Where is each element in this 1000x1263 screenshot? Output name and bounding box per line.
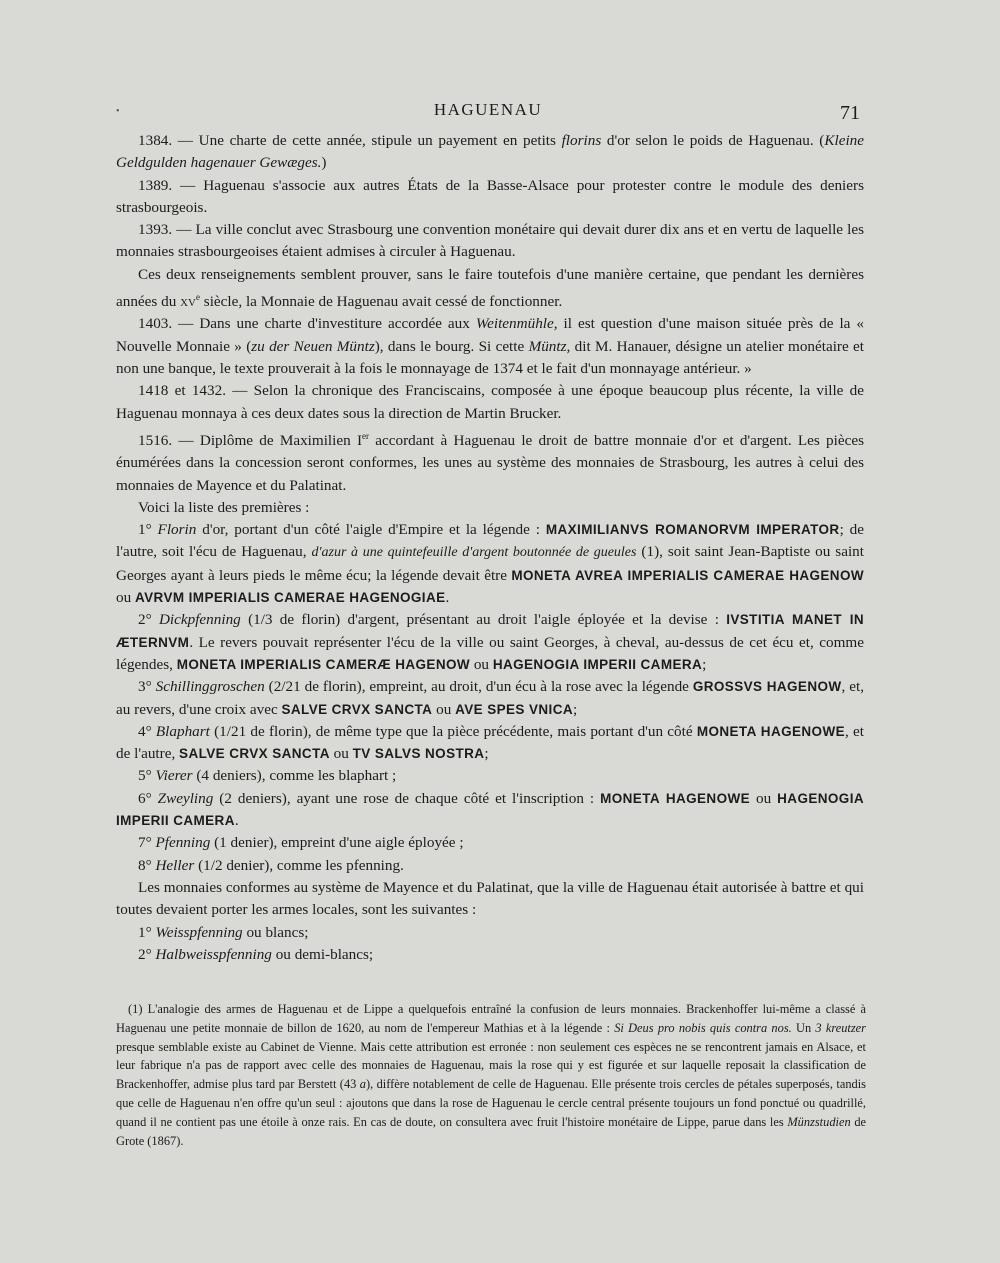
footnote xyxy=(116,1000,866,1150)
list-item-dickpfenning: 2° Dickpfenning (1/3 de florin) d'argent, présentant au droit l'aigle éployée et la devise : IVSTITIA MANET IN ÆTERNVM. Le revers pouvait représenter l'écu de la ville ou saint Georges, à cheval, au-dessus de cet écu et, comme légendes, MONETA IMPERIALIS CAMERÆ HAGENOW ou HAGENOGIA IMPERII CAMERA; xyxy=(116,611,864,673)
list-item-florin: 1° Florin d'or, portant d'un côté l'aigle d'Empire et la légende : MAXIMILIANVS ROMANORVM IMPERATOR; de l'autre, soit l'écu de Haguenau, d'azur à une quintefeuille d'argent boutonnée de gueules (1), soit saint Jean-Baptiste ou saint Georges ayant à leurs pieds le même écu; la légende devait être MONETA AVREA IMPERIALIS CAMERAE HAGENOW ou AVRVM IMPERIALIS CAMERAE HAGENOGIAE. xyxy=(116,521,865,607)
paragraph-1393: 1393. — La ville conclut avec Strasbourg une convention monétaire qui devait durer dix ans et en vertu de laquelle les monnaies strasbourgeoises étaient admises à circuler à Haguenau. xyxy=(116,221,864,261)
list-item-schillinggroschen: 3° Schillinggroschen (2/21 de florin), empreint, au droit, d'un écu à la rose avec la légende GROSSVS HAGENOW, et, au revers, d'une croix avec SALVE CRVX SANCTA ou AVE SPES VNICA; xyxy=(116,678,865,718)
page-header xyxy=(116,100,860,124)
paragraph-mayence: Les monnaies conformes au système de Mayence et du Palatinat, que la ville de Haguenau était autorisée à battre et qui toutes devaient porter les armes locales, sont les suivantes : xyxy=(116,878,864,919)
list-item-blaphart: 4° Blaphart (1/21 de florin), de même type que la pièce précédente, mais portant d'un côté MONETA HAGENOWE, et de l'autre, SALVE CRVX SANCTA ou TV SALVS NOSTRA; xyxy=(116,722,864,763)
paragraph-1516: 1516. — Diplôme de Maximilien Ier accordant à Haguenau le droit de battre monnaie d'or et d'argent. Les pièces énumérées dans la concession seront conformes, les unes au système des monnaies de Strasbourg, les autres à celui des monnaies de Mayence et du Palatinat. xyxy=(116,430,864,494)
main-text xyxy=(116,130,864,966)
paragraph-1384: 1384. — Une charte de cette année, stipule un payement en petits florins d'or selon le poids de Haguenau. (Kleine Geldgulden hagenauer Gewæges.) xyxy=(116,132,865,172)
list-item-zweyling: 6° Zweyling (2 deniers), ayant une rose de chaque côté et l'inscription : MONETA HAGENOWE ou HAGENOGIA IMPERII CAMERA. xyxy=(116,789,865,830)
margin-dot-icon: • xyxy=(116,106,120,117)
page-number: 71 xyxy=(840,102,860,124)
list-item-weisspfenning: 1° Weisspfenning ou blancs; xyxy=(138,923,309,941)
running-title: HAGUENAU xyxy=(433,100,543,119)
paragraph-1389: 1389. — Haguenau s'associe aux autres États de la Basse-Alsace pour protester contre le module des deniers strasbourgeois. xyxy=(116,176,864,216)
list-item-halbweisspfenning: 2° Halbweisspfenning ou demi-blancs; xyxy=(138,945,374,963)
paragraph-1418: 1418 et 1432. — Selon la chronique des Franciscains, composée à une époque beaucoup plus récente, la ville de Haguenau monnaya à ces deux dates sous la direction de Martin Brucker. xyxy=(116,382,864,422)
paragraph-1403: 1403. — Dans une charte d'investiture accordée aux Weitenmühle, il est question d'une maison située près de la « Nouvelle Monnaie » (zu der Neuen Müntz), dans le bourg. Si cette Müntz, dit M. Hanauer, désigne un atelier monétaire et non une banque, le texte prouverait à la fois le monnayage de 1374 et le fait d'un monnayage antérieur. » xyxy=(116,315,864,378)
list-item-vierer: 5° Vierer (4 deniers), comme les blaphart ; xyxy=(138,767,397,785)
footnote-text: (1) L'analogie des armes de Haguenau et de Lippe a quelquefois entraîné la confusion de leurs monnaies. Brackenhoffer lui-même a classé à Haguenau une petite monnaie de billon de 1620, au nom de l'empereur Mathias et à la légende : Si Deus pro nobis quis contra nos. Un 3 kreutzer presque semblable existe au Cabinet de Vienne. Mais cette attribution est erronée : non seulement ces espèces ne se rencontrent jamais en Alsace, et leur fabrique n'a pas de rapport avec celle des monnaies de Haguenau, mais la rose qui y est figurée et sur laquelle reposait la classification de Brackenhoffer, admise plus tard par Berstett (43 a), diffère notablement de celle de Haguenau. Elle présente trois cercles de pétales superposés, tandis que celle de Haguenau n'en offre qu'un seul : ajoutons que dans la rose de Haguenau le cercle central présente toujours un fond ponctué ou quadrillé, quand il ne contient pas une étoile à onze rais. En cas de doute, on consultera avec fruit l'histoire monétaire de Lippe, parue dans les Münzstudien de Grote (1867). xyxy=(116,1002,867,1148)
list-item-heller: 8° Heller (1/2 denier), comme les pfenning. xyxy=(138,856,404,874)
paragraph-renseignements: Ces deux renseignements semblent prouver, sans le faire toutefois d'une manière certaine, que pendant les dernières années du $xv^e$ siècle, la Monnaie de Haguenau avait cessé de fonctionner. xyxy=(116,265,864,311)
paragraph-list-intro: Voici la liste des premières : xyxy=(138,498,310,516)
list-item-pfenning: 7° Pfenning (1 denier), empreint d'une aigle éployée ; xyxy=(138,834,464,852)
